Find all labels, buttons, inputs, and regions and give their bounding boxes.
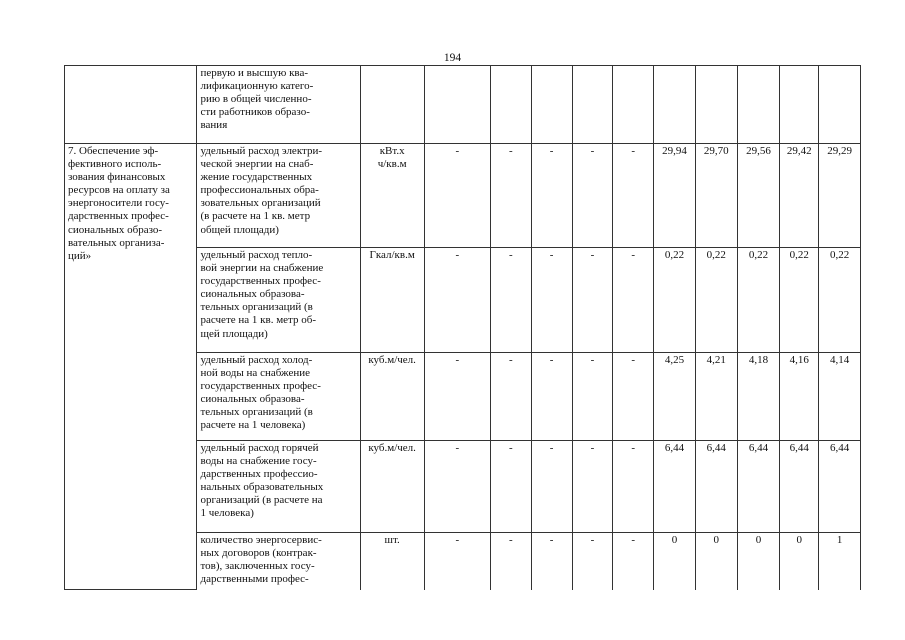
value-cell	[695, 66, 737, 144]
value-cell: 0,22	[819, 248, 861, 353]
page-number: 194	[443, 52, 462, 64]
value-cell: -	[490, 353, 531, 441]
value-cell: -	[613, 441, 654, 533]
indicators-table	[64, 65, 861, 590]
value-cell: 29,70	[695, 144, 737, 248]
value-cell: 0	[695, 533, 737, 590]
value-cell: 0	[780, 533, 819, 590]
value-cell: 29,42	[780, 144, 819, 248]
value-cell	[424, 66, 490, 144]
indicator-cell: удельный расход электри- ческой энергии на снаб- жение государственных профессиональных обра- зовательных организаций (в расчете на 1 кв. метр общей площади)	[197, 144, 360, 248]
value-cell: 29,94	[654, 144, 696, 248]
value-cell: -	[531, 441, 572, 533]
value-cell: -	[572, 353, 613, 441]
value-cell: 1	[819, 533, 861, 590]
value-cell: 0,22	[695, 248, 737, 353]
value-cell: -	[613, 533, 654, 590]
unit-cell	[360, 66, 424, 144]
value-cell: -	[572, 248, 613, 353]
value-cell: 6,44	[695, 441, 737, 533]
value-cell: -	[613, 144, 654, 248]
value-cell: 0	[654, 533, 696, 590]
value-cell: 4,21	[695, 353, 737, 441]
value-cell: -	[531, 248, 572, 353]
value-cell: -	[490, 441, 531, 533]
unit-cell: Гкал/кв.м	[360, 248, 424, 353]
value-cell	[572, 66, 613, 144]
table-row	[65, 144, 861, 248]
value-cell: -	[424, 353, 490, 441]
value-cell: -	[572, 441, 613, 533]
value-cell: 29,56	[737, 144, 780, 248]
value-cell: 4,18	[737, 353, 780, 441]
section-cell: 7. Обеспечение эф- фективного исполь- зования финансовых ресурсов на оплату за энергоносители госу- дарственных профес- сиональных образо- вательных организа- ций»	[65, 144, 197, 590]
value-cell	[819, 66, 861, 144]
value-cell: -	[490, 533, 531, 590]
value-cell	[780, 66, 819, 144]
value-cell	[490, 66, 531, 144]
value-cell: 6,44	[780, 441, 819, 533]
value-cell: 0	[737, 533, 780, 590]
unit-cell: куб.м/чел.	[360, 441, 424, 533]
value-cell: -	[572, 144, 613, 248]
value-cell: -	[424, 248, 490, 353]
value-cell: 29,29	[819, 144, 861, 248]
value-cell: -	[531, 353, 572, 441]
value-cell	[654, 66, 696, 144]
value-cell: -	[490, 248, 531, 353]
value-cell	[737, 66, 780, 144]
value-cell: 0,22	[737, 248, 780, 353]
value-cell: -	[572, 533, 613, 590]
section-cell-empty	[65, 66, 197, 144]
indicator-cell: удельный расход горячей воды на снабжение госу- дарственных профессио- нальных образовательных организаций (в расчете на 1 человека)	[197, 441, 360, 533]
value-cell: 4,14	[819, 353, 861, 441]
value-cell: 6,44	[654, 441, 696, 533]
value-cell: -	[531, 533, 572, 590]
value-cell: -	[531, 144, 572, 248]
value-cell: 4,16	[780, 353, 819, 441]
value-cell: -	[490, 144, 531, 248]
value-cell	[613, 66, 654, 144]
value-cell: -	[613, 248, 654, 353]
unit-cell: шт.	[360, 533, 424, 590]
unit-cell: куб.м/чел.	[360, 353, 424, 441]
indicator-cell: удельный расход холод- ной воды на снабжение государственных профес- сиональных образова- тельных организаций (в расчете на 1 человека)	[197, 353, 360, 441]
indicator-cell: удельный расход тепло- вой энергии на снабжение государственных профес- сиональных образова- тельных организаций (в расчете на 1 кв. метр об- щей площади)	[197, 248, 360, 353]
indicator-cell: первую и высшую ква- лификационную катего- рию в общей численно- сти работников образо- вания	[197, 66, 360, 144]
value-cell: 6,44	[819, 441, 861, 533]
indicator-cell: количество энергосервис- ных договоров (контрак- тов), заключенных госу- дарственными профес-	[197, 533, 360, 590]
value-cell: -	[424, 441, 490, 533]
value-cell: -	[613, 353, 654, 441]
value-cell: -	[424, 533, 490, 590]
unit-cell: кВт.х ч/кв.м	[360, 144, 424, 248]
table-row	[65, 66, 861, 144]
value-cell	[531, 66, 572, 144]
value-cell: 4,25	[654, 353, 696, 441]
value-cell: -	[424, 144, 490, 248]
value-cell: 6,44	[737, 441, 780, 533]
value-cell: 0,22	[654, 248, 696, 353]
value-cell: 0,22	[780, 248, 819, 353]
